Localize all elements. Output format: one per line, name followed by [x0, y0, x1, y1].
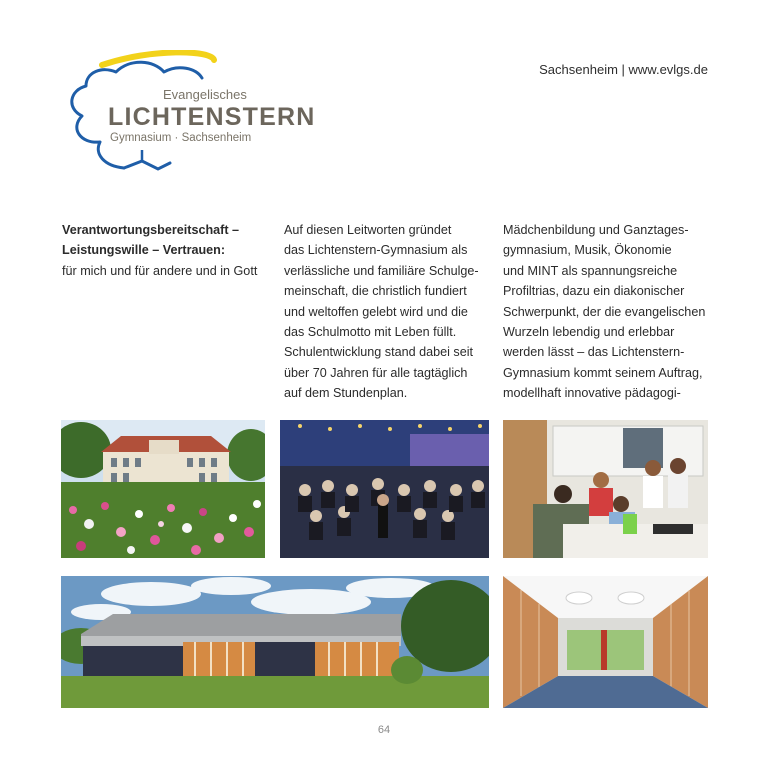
text-line: und weltoffen gelebt wird und die	[284, 304, 468, 319]
text-line: Wurzeln lebendig und erlebbar	[503, 325, 675, 340]
photo-school-building-flowers	[61, 420, 265, 558]
photo-students-classroom	[503, 420, 708, 558]
text-column-1	[62, 220, 272, 281]
text-column-3	[503, 220, 715, 404]
logo-name: LICHTENSTERN	[108, 103, 316, 131]
text-line: und MINT als spannungsreiche	[503, 263, 678, 278]
logo-prefix: Evangelisches	[163, 87, 247, 102]
text-line: verlässliche und familiäre Schulge-	[284, 263, 479, 278]
text-line: werden lässt – das Lichtenstern-	[503, 345, 685, 360]
text-line: das Lichtenstern-Gymnasium als	[284, 243, 468, 258]
header-location-url: Sachsenheim | www.evlgs.de	[539, 62, 708, 77]
text-line: modellhaft innovative pädagogi-	[503, 386, 681, 401]
text-line: Auf diesen Leitworten gründet	[284, 223, 452, 237]
page-number: 64	[377, 724, 391, 736]
photo-school-corridor	[503, 576, 708, 708]
school-logo	[62, 50, 316, 180]
text-line: für mich und für andere und in Gott	[62, 263, 258, 278]
text-line: über 70 Jahren für alle tagtäglich	[284, 365, 468, 380]
motto-line-1: Verantwortungsbereitschaft –	[62, 223, 240, 237]
text-line: auf dem Stundenplan.	[284, 386, 408, 401]
text-line: Mädchenbildung und Ganztages-	[503, 223, 689, 237]
text-line: gymnasium, Musik, Ökonomie	[503, 243, 672, 258]
text-line: Schwerpunkt, der die evangelischen	[503, 304, 706, 319]
text-line: Gymnasium kommt seinem Auftrag,	[503, 365, 703, 380]
logo-subtitle: Gymnasium · Sachsenheim	[110, 132, 252, 144]
text-line: das Schulmotto mit Leben füllt.	[284, 325, 457, 340]
photo-modern-school-building	[61, 576, 489, 708]
motto-line-2: Leistungswille – Vertrauen:	[62, 243, 226, 258]
photo-school-orchestra	[280, 420, 489, 558]
text-column-2	[284, 220, 494, 404]
text-line: Schulentwicklung stand dabei seit	[284, 345, 474, 360]
text-line: Profiltrias, dazu ein diakonischer	[503, 284, 685, 299]
text-line: meinschaft, die christlich fundiert	[284, 284, 467, 299]
